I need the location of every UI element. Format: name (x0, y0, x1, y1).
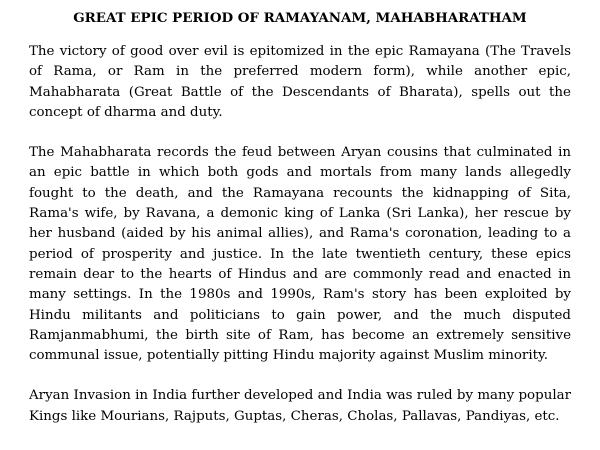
document-page (29, 8, 571, 427)
document-title: GREAT EPIC PERIOD OF RAMAYANAM, MAHABHARATHAM (73, 10, 527, 26)
paragraph-aryan-invasion: Aryan Invasion in India further developed and India was ruled by many popular Kings like Mourians, Rajputs, Guptas, Cheras, Cholas, Pallavas, Pandiyas, etc. (29, 388, 571, 424)
paragraph-epics-summary: The Mahabharata records the feud between Aryan cousins that culminated in an epic battle in which both gods and mortals from many lands allegedly fought to the death, and the Ramayana recounts the kidnapping of Sita, Rama's wife, by Ravana, a demonic king of Lanka (Sri Lanka), her rescue by her husband (aided by his animal allies), and Rama's coronation, leading to a period of prosperity and justice. In the late twentieth century, these epics remain dear to the hearts of Hindus and are commonly read and enacted in many settings. In the 1980s and 1990s, Ram's story has been exploited by Hindu militants and politicians to gain power, and the much disputed Ramjanmabhumi, the birth site of Ram, has become an extremely sensitive communal issue, potentially pitting Hindu majority against Muslim minority. (29, 145, 571, 364)
paragraph-ramayana-mahabharata-intro: The victory of good over evil is epitomized in the epic Ramayana (The Travels of Rama, or Ram in the preferred modern form), while another epic, Mahabharata (Great Battle of the Descendants of Bharata), spells out the concept of dharma and duty. (29, 44, 571, 120)
